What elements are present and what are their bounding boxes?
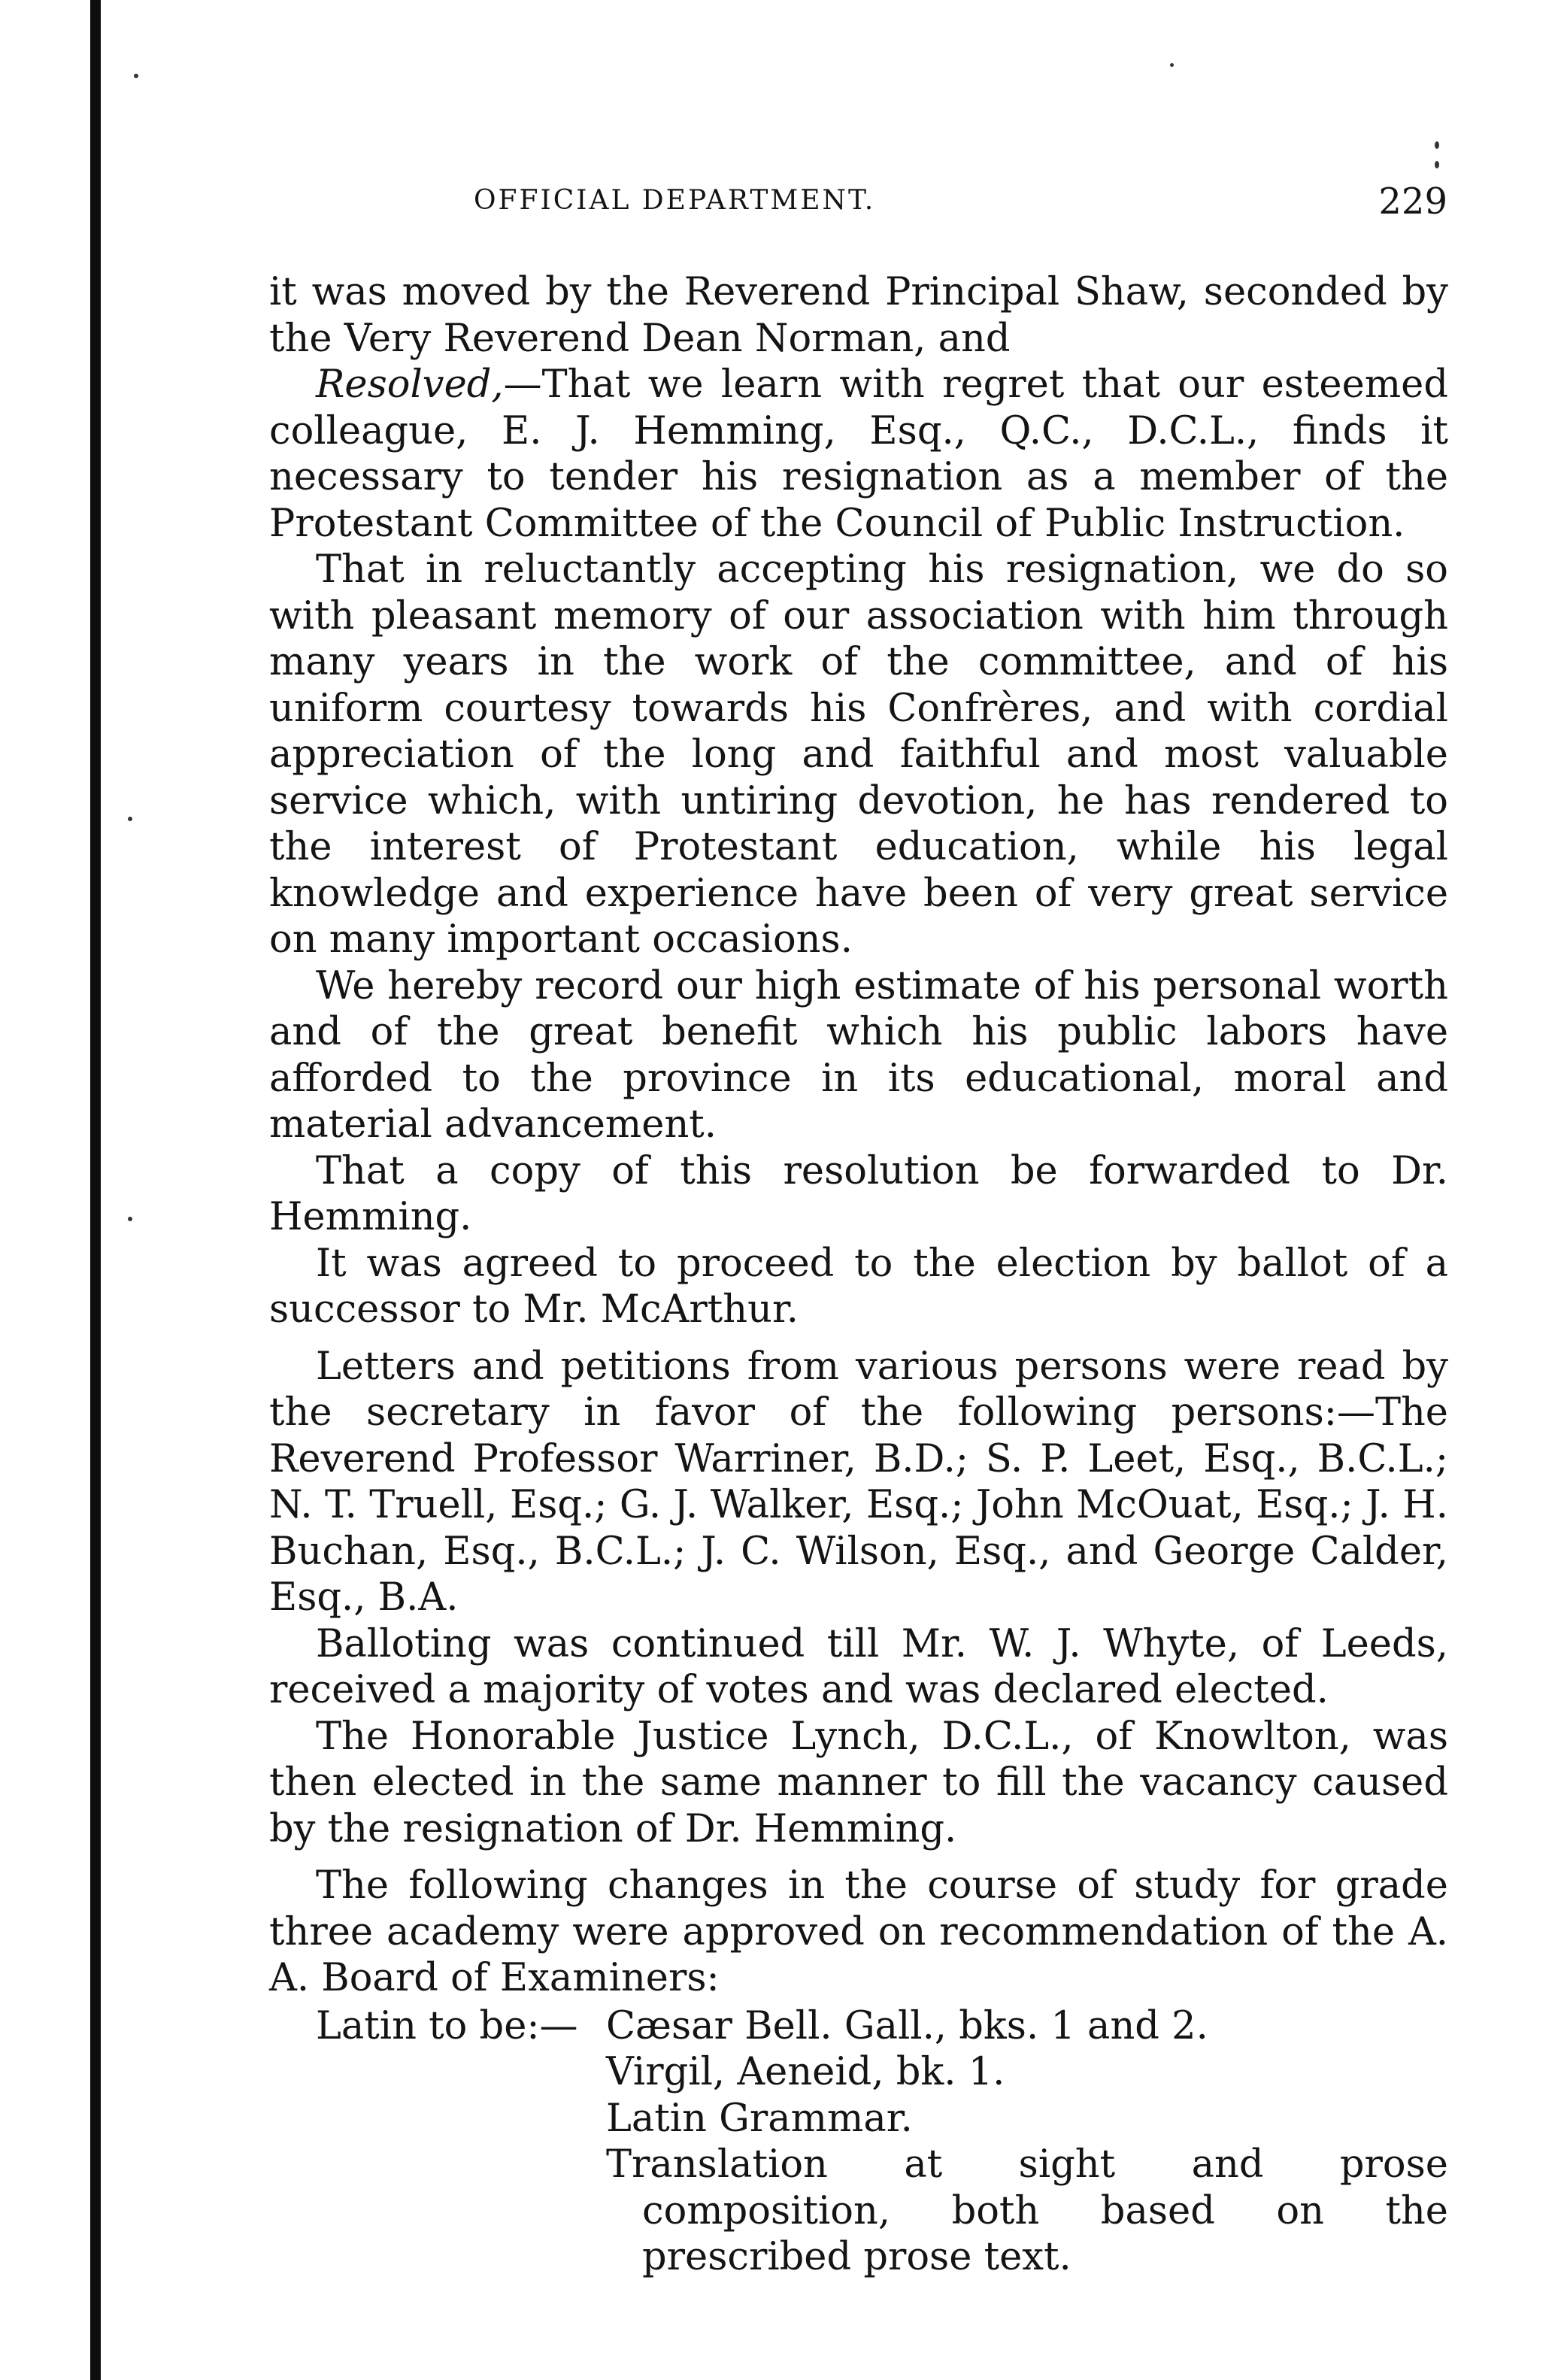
paragraph: it was moved by the Reverend Principal Shaw, seconded by the Very Reverend Dean Norman, and [269,270,1448,361]
page-header [271,180,1447,238]
latin-item: Translation at sight and prose composition, both based on the prescribed prose text. [606,2142,1448,2279]
latin-item: Cæsar Bell. Gall., bks. 1 and 2. [606,2003,1208,2048]
paragraph: The Honorable Justice Lynch, D.C.L., of Knowlton, was then elected in the same manner to fill the vacancy caused by the resignation of Dr. Hemming. [269,1714,1448,1851]
paragraph: Balloting was continued till Mr. W. J. Whyte, of Leeds, received a majority of votes and was declared elected. [269,1621,1448,1712]
print-speck [128,817,132,821]
paragraph [269,362,1448,547]
paragraph: It was agreed to proceed to the election by ballot of a successor to Mr. McArthur. [269,1241,1448,1332]
running-head: OFFICIAL DEPARTMENT. [474,185,876,216]
print-speck [1170,63,1174,67]
latin-label: Latin to be:— [316,2003,578,2048]
latin-requirements [269,2003,1448,2281]
paragraph: That a copy of this resolution be forwarded to Dr. Hemming. [269,1148,1448,1239]
page-binding-edge [90,0,101,2380]
print-speck [1435,141,1439,149]
latin-item: Virgil, Aeneid, bk. 1. [606,2050,1005,2094]
page-number: 229 [1378,180,1447,223]
resolved-text: —That we learn with regret that our esteemed colleague, E. J. Hemming, Esq., Q.C., D.C.L., finds it necessary to tender his resignation as a member of the Protestant Committee of the Council of Public Instruction. [269,362,1448,546]
print-speck [128,1217,132,1221]
body-text [269,269,1448,2281]
latin-item: Latin Grammar. [606,2096,913,2141]
paragraph: Letters and petitions from various persons were read by the secretary in favor of the following persons:—The Reverend Professor Warriner, B.D.; S. P. Leet, Esq., B.C.L.; N. T. Truell, Esq.; G. J. Walker, Esq.; John McOuat, Esq.; J. H. Buchan, Esq., B.C.L.; J. C. Wilson, Esq., and George Calder, Esq., B.A. [269,1344,1448,1620]
paragraph: We hereby record our high estimate of his personal worth and of the great benefit which his public labors have afforded to the province in its educational, moral and material advancement. [269,963,1448,1147]
print-speck [134,74,138,78]
resolved-lead: Resolved, [316,362,504,407]
paragraph: That in reluctantly accepting his resignation, we do so with pleasant memory of our association with him through many years in the work of the committee, and of his uniform courtesy towards his Confrères, and with cordial appreciation of the long and faithful and most valuable service which, with untiring devotion, he has rendered to the interest of Protestant education, while his legal knowledge and experience have been of very great service on many important occasions. [269,547,1448,962]
paragraph: The following changes in the course of study for grade three academy were approved on recommendation of the A. A. Board of Examiners: [269,1863,1448,2000]
print-speck [1435,161,1439,168]
latin-items [606,2003,1448,2281]
